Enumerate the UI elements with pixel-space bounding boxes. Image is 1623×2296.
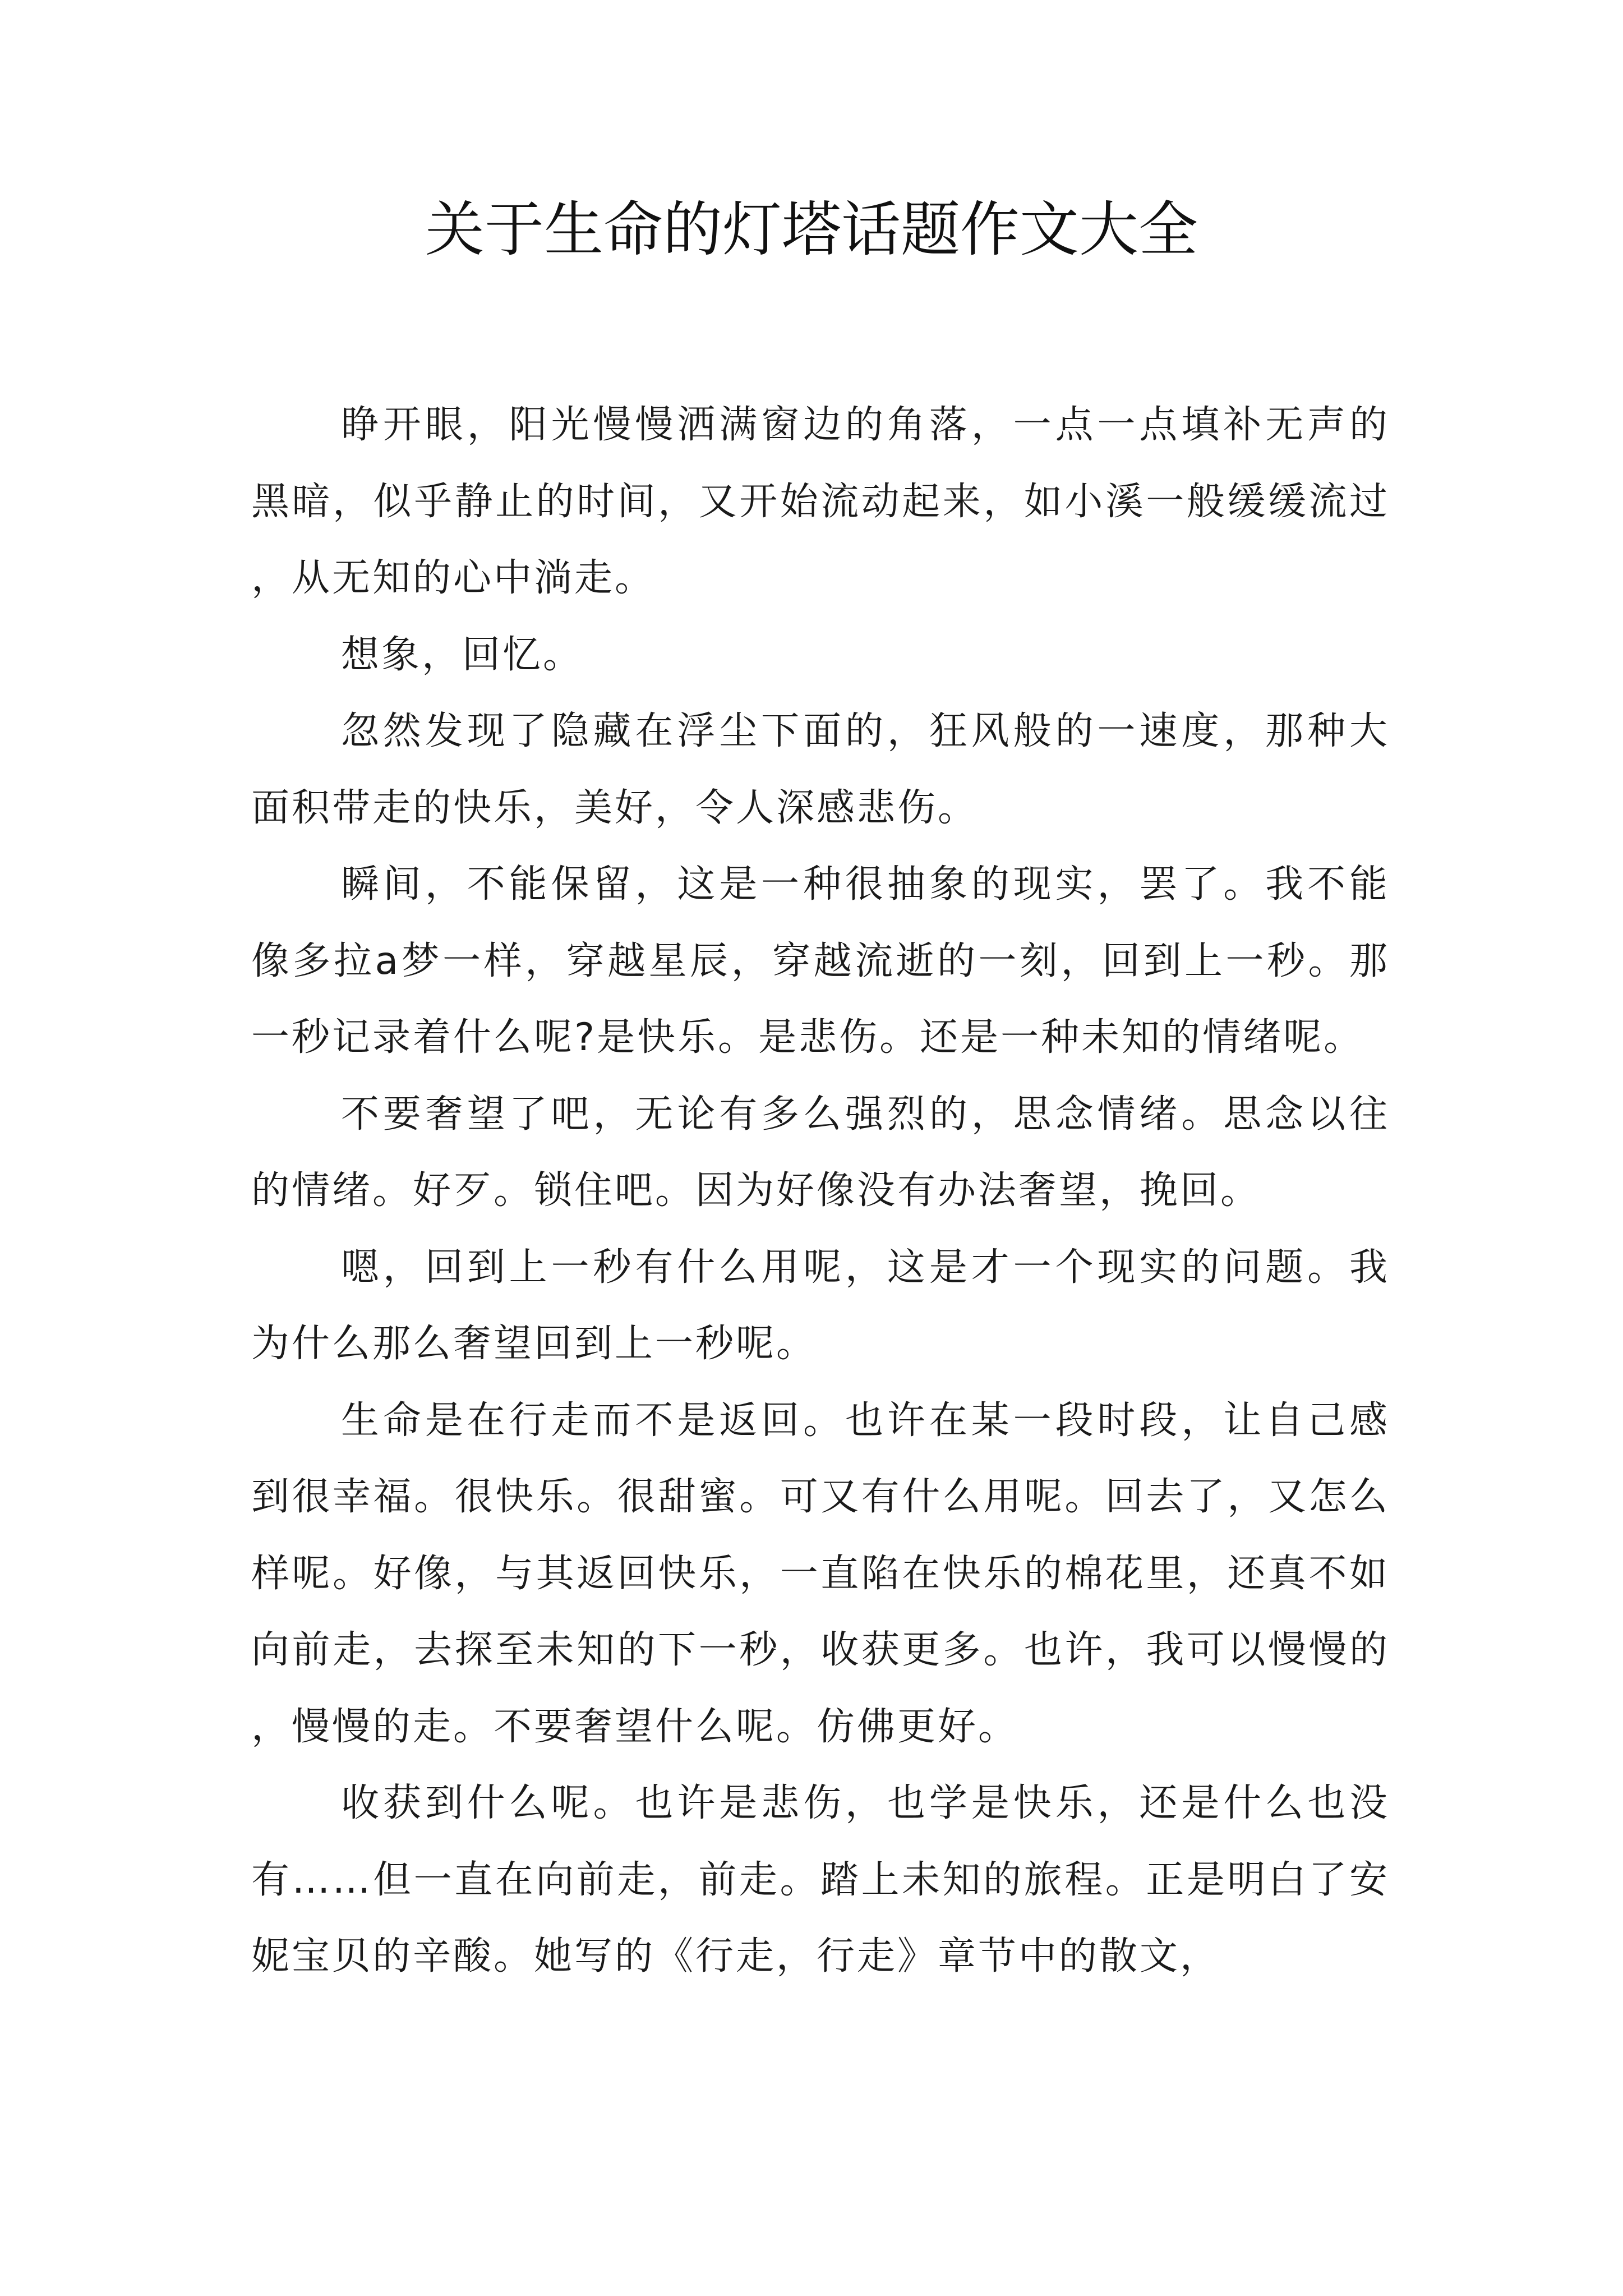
paragraph: 忽然发现了隐藏在浮尘下面的，狂风般的一速度，那种大面积带走的快乐，美好，令人深感悲伤。 bbox=[251, 709, 1390, 830]
paragraph: 想象，回忆。 bbox=[341, 632, 584, 677]
paragraph: 收获到什么呢。也许是悲伤，也学是快乐，还是什么也没有……但一直在向前走，前走。踏上未知的旅程。正是明白了安妮宝贝的辛酸。她写的《行走，行走》章节中的散文， bbox=[251, 1781, 1390, 1978]
document-body bbox=[251, 387, 1390, 1995]
paragraph: 睁开眼，阳光慢慢洒满窗边的角落，一点一点填补无声的黑暗，似乎静止的时间，又开始流动起来，如小溪一般缓缓流过，从无知的心中淌走。 bbox=[251, 403, 1390, 600]
document-title: 关于生命的灯塔话题作文大全 bbox=[425, 195, 1198, 264]
paragraph: 嗯，回到上一秒有什么用呢，这是才一个现实的问题。我为什么那么奢望回到上一秒呢。 bbox=[251, 1245, 1390, 1366]
paragraph: 瞬间，不能保留，这是一种很抽象的现实，罢了。我不能像多拉a梦一样，穿越星辰，穿越流逝的一刻，回到上一秒。那一秒记录着什么呢?是快乐。是悲伤。还是一种未知的情绪呢。 bbox=[251, 862, 1390, 1060]
paragraph: 生命是在行走而不是返回。也许在某一段时段，让自己感到很幸福。很快乐。很甜蜜。可又有什么用呢。回去了，又怎么样呢。好像，与其返回快乐，一直陷在快乐的棉花里，还真不如向前走，去探至未知的下一秒，收获更多。也许，我可以慢慢的，慢慢的走。不要奢望什么呢。仿佛更好。 bbox=[251, 1398, 1390, 1749]
paragraph: 不要奢望了吧，无论有多么强烈的，思念情绪。思念以往的情绪。好歹。锁住吧。因为好像没有办法奢望，挽回。 bbox=[251, 1092, 1390, 1213]
